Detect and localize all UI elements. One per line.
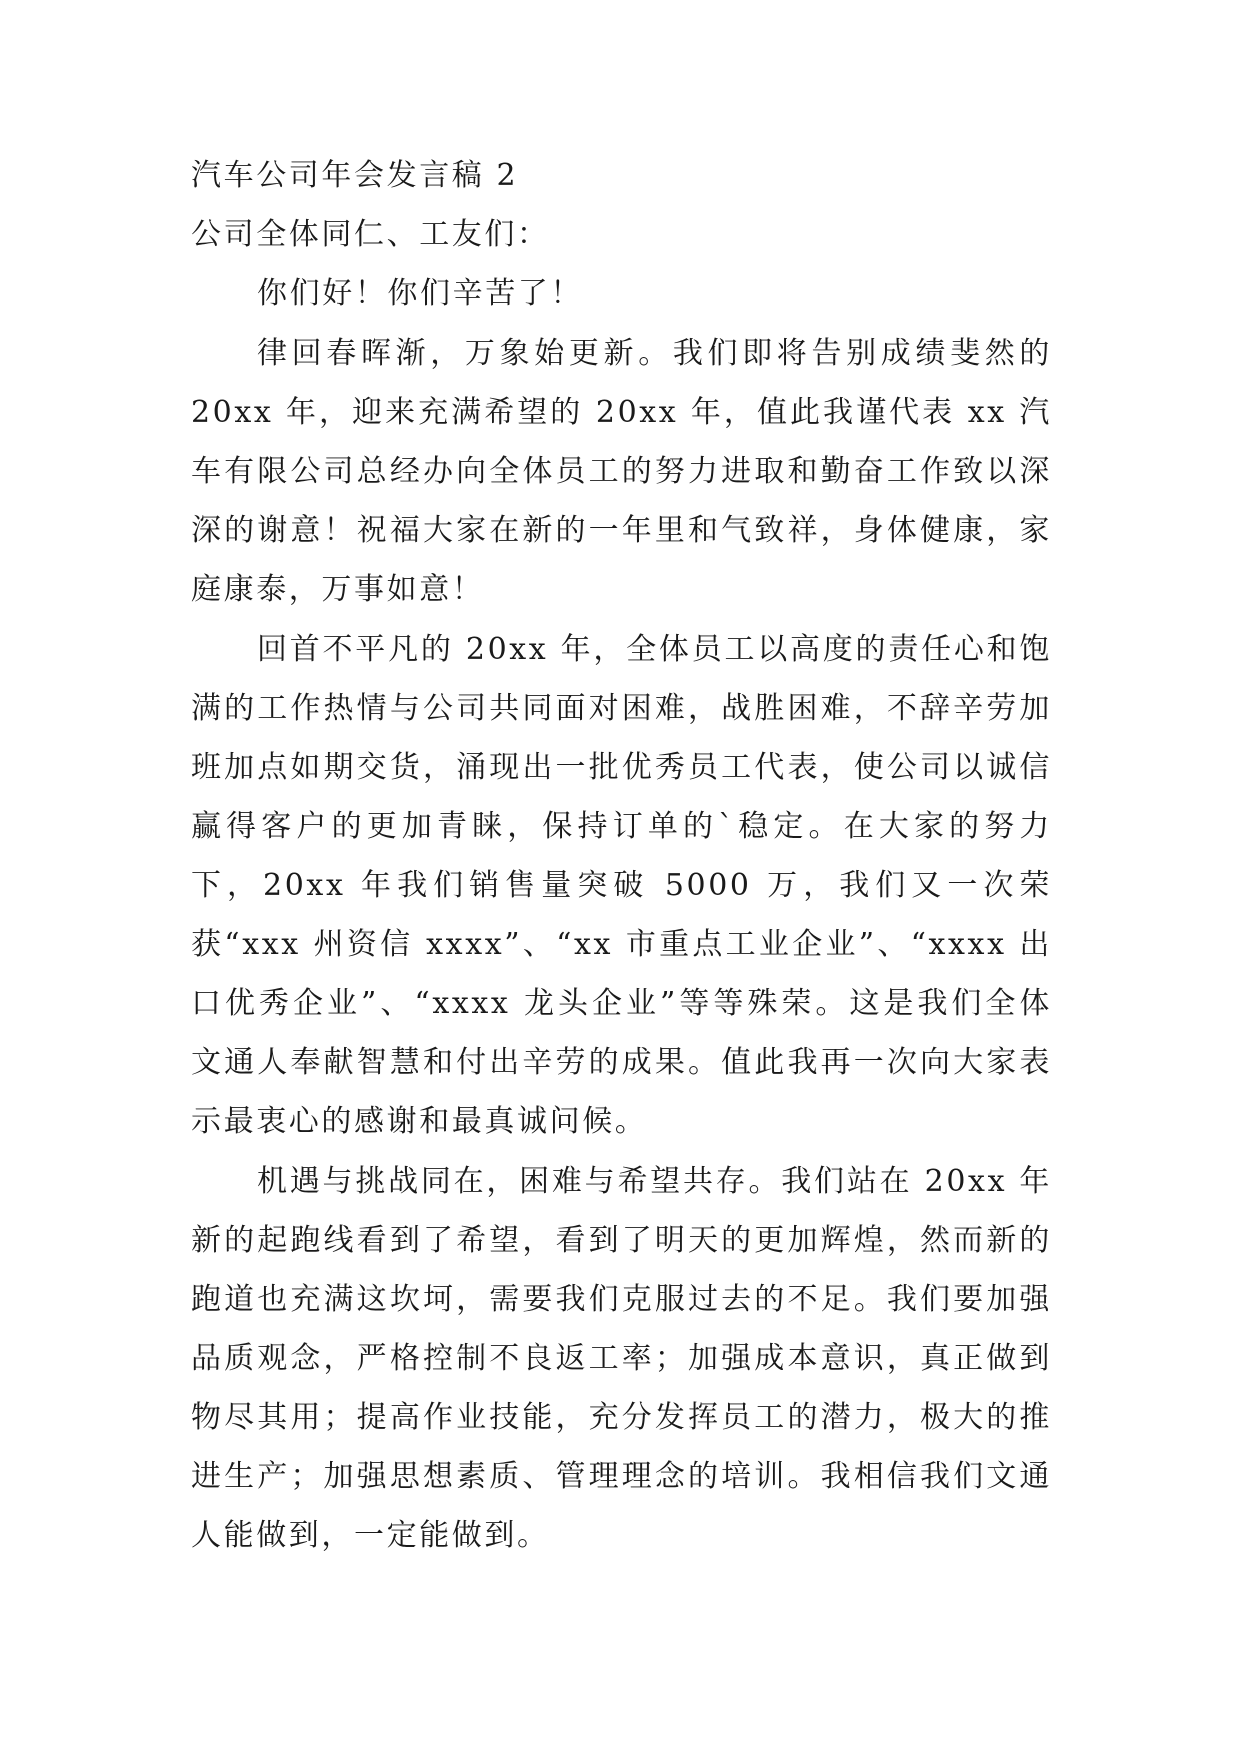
body-paragraph: 回首不平凡的 20xx 年，全体员工以高度的责任心和饱满的工作热情与公司共同面对困难，战胜困难，不辞辛劳加班加点如期交货，涌现出一批优秀员工代表，使公司以诚信赢得客户的更加青睐，保持订单的`稳定。在大家的努力下，20xx 年我们销售量突破 5000 万，我们又一次荣获“xxx 州资信 xxxx”、“xx 市重点工业企业”、“xxxx 出口优秀企业”、“xxxx 龙头企业”等等殊荣。这是我们全体文通人奉献智慧和付出辛劳的成果。值此我再一次向大家表示最衷心的感谢和最真诚问候。 (191, 632, 1052, 1139)
body-paragraph: 律回春晖渐，万象始更新。我们即将告别成绩斐然的 20xx 年，迎来充满希望的 20xx 年，值此我谨代表 xx 汽车有限公司总经办向全体员工的努力进取和勤奋工作致以深深的谢意！祝福大家在新的一年里和气致祥，身体健康，家庭康泰，万事如意！ (191, 336, 1052, 607)
body-paragraph: 机遇与挑战同在，困难与希望共存。我们站在 20xx 年新的起跑线看到了希望，看到了明天的更加辉煌，然而新的跑道也充满这坎坷，需要我们克服过去的不足。我们要加强品质观念，严格控制不良返工率；加强成本意识，真正做到物尽其用；提高作业技能，充分发挥员工的潜力，极大的推进生产；加强思想素质、管理理念的培训。我相信我们文通人能做到，一定能做到。 (191, 1164, 1052, 1553)
document-body (191, 146, 1052, 1565)
document-title: 汽车公司年会发言稿 2 (191, 158, 519, 193)
greeting-paragraph: 你们好！你们辛苦了！ (257, 276, 583, 311)
salutation: 公司全体同仁、工友们： (191, 217, 550, 252)
